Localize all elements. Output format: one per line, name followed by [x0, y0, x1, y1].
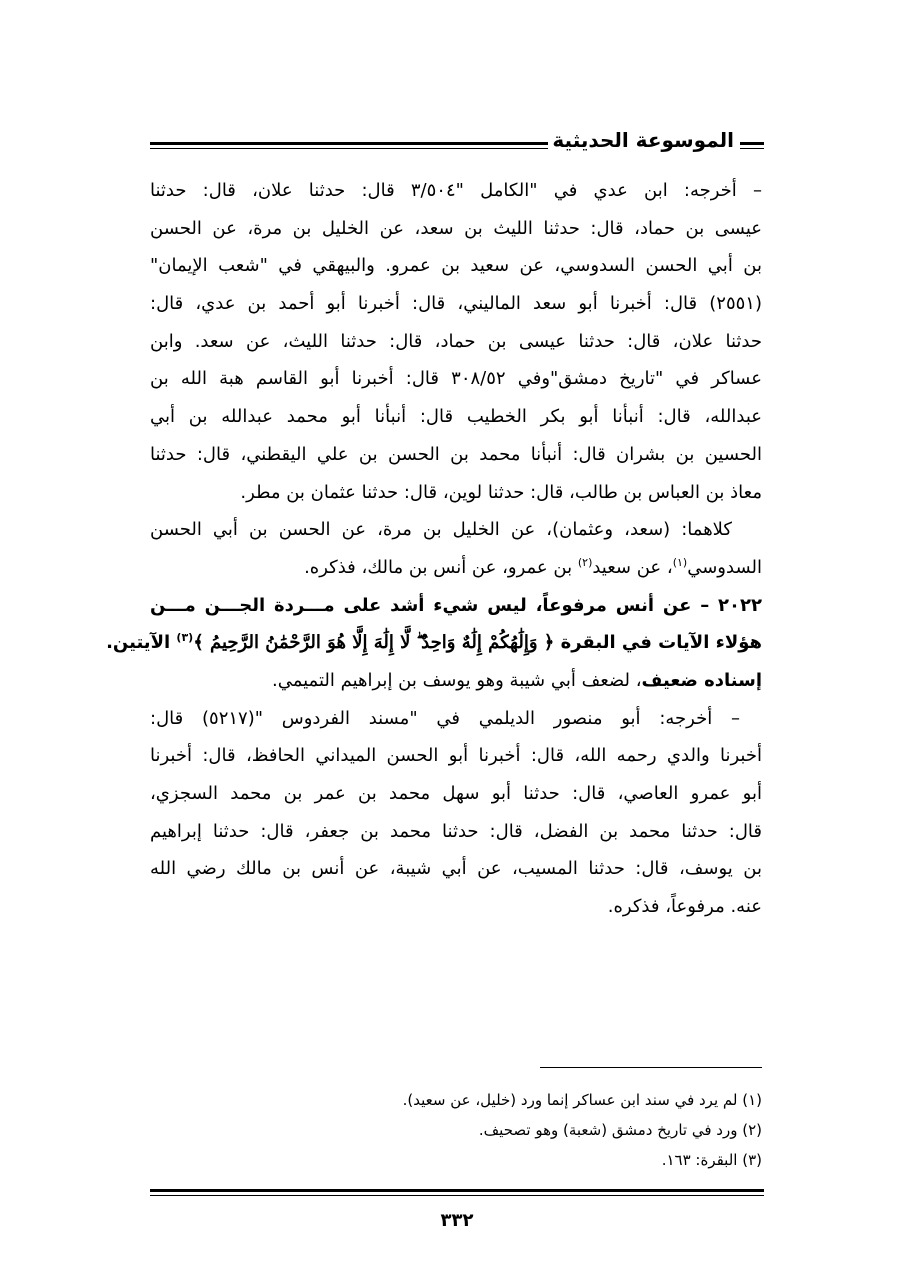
hadith-heading-line2 — [106, 624, 762, 662]
running-header — [150, 128, 764, 168]
footnote-ref-1[interactable]: (١) — [672, 555, 688, 569]
header-rule-bottom — [150, 148, 550, 149]
footnote-2: (٢) ورد في تاريخ دمشق (شعبة) وهو تصحيف. — [478, 1121, 762, 1139]
footnote-ref-3[interactable]: (٣) — [176, 631, 194, 645]
text-line: – أخرجه: أبو منصور الديلمي في "مسند الفردوس "(٥٢١٧) قال: — [150, 707, 740, 729]
header-title: الموسوعة الحديثية — [548, 128, 738, 152]
text-line: حدثنا علان، قال: حدثنا عيسى بن حماد، قال: حدثنا الليث، عن سعد. وابن — [150, 330, 762, 352]
text-fragment: السدوسي — [687, 556, 762, 578]
quran-verse: وَإِلَٰهُكُمْ إِلَٰهٌ وَاحِدٌ ۖ لَّا إِلَٰهَ إِلَّا هُوَ الرَّحْمَٰنُ الرَّحِيمُ — [203, 632, 544, 654]
text-line: عيسى بن حماد، قال: حدثنا الليث بن سعد، عن الخليل بن مرة، عن الحسن — [150, 217, 762, 239]
header-end-bar-bottom — [740, 148, 764, 149]
text-fragment: هؤلاء الآيات في البقرة ﴿ — [543, 632, 762, 654]
text-line: كلاهما: (سعد، وعثمان)، عن الخليل بن مرة، عن الحسن بن أبي الحسن — [150, 519, 732, 541]
bottom-rule-thick — [150, 1189, 764, 1192]
text-fragment: ، عن سعيد — [592, 556, 673, 578]
text-fragment: ، لضعف أبي شيبة وهو يوسف بن إبراهيم التميمي. — [271, 669, 642, 691]
text-line: أبو عمرو العاصي، قال: حدثنا أبو سهل محمد بن عمر بن محمد السجزي، — [150, 783, 762, 804]
text-fragment: الآيتين. — [106, 632, 177, 654]
text-line: معاذ بن العباس بن طالب، قال: حدثنا لوين، قال: حدثنا عثمان بن مطر. — [240, 481, 762, 503]
header-rule-top — [150, 142, 550, 145]
footnote-ref-2[interactable]: (٢) — [577, 555, 593, 569]
text-line: الحسين بن بشران قال: أنبأنا محمد بن الحسن بن علي اليقطني، قال: حدثنا — [150, 443, 762, 465]
footnote-3: (٣) البقرة: ١٦٣. — [661, 1151, 762, 1169]
isnad-line — [150, 662, 762, 700]
text-line: بن يوسف، قال: حدثنا المسيب، عن أبي شيبة، عن أنس بن مالك رضي الله — [150, 858, 762, 880]
text-line: (٢٥٥١) قال: أخبرنا أبو سعد الماليني، قال: أخبرنا أبو أحمد بن عدي، قال: — [150, 293, 762, 315]
bottom-rule-thin — [150, 1195, 764, 1196]
text-line: – أخرجه: ابن عدي في "الكامل "٣/٥٠٤ قال: حدثنا علان، قال: حدثنا — [150, 180, 762, 201]
text-line: أخبرنا والدي رحمه الله، قال: أخبرنا أبو الحسن الميداني الحافظ، قال: أخبرنا — [150, 745, 762, 767]
header-end-bar-top — [740, 142, 764, 145]
text-line-with-footnotes — [150, 549, 762, 587]
main-text — [106, 172, 762, 926]
footnote-separator — [540, 1067, 762, 1068]
text-fragment: بن عمرو، عن أنس بن مالك، فذكره. — [304, 556, 578, 578]
text-line: عبدالله، قال: أنبأنا أبو بكر الخطيب قال: أنبأنا أبو محمد عبدالله بن أبي — [150, 406, 762, 428]
footnotes — [150, 1085, 762, 1175]
text-fragment: ﴾ — [193, 632, 204, 654]
text-line: عساكر في "تاريخ دمشق"وفي ٣٠٨/٥٢ قال: أخبرنا أبو القاسم هبة الله بن — [150, 368, 762, 390]
text-line: عنه. مرفوعاً، فذكره. — [607, 896, 762, 918]
page-number: ٣٣٢ — [440, 1210, 474, 1231]
hadith-heading: ٢٠٢٢ – عن أنس مرفوعاً، ليس شيء أشد على مـــردة الجـــن مـــن — [150, 594, 762, 616]
footnote-1: (١) لم يرد في سند ابن عساكر إنما ورد (خليل، عن سعيد). — [402, 1091, 762, 1109]
text-line: بن أبي الحسن السدوسي، عن سعيد بن عمرو. والبيهقي في "شعب الإيمان" — [150, 255, 762, 277]
isnad-grade: إسناده ضعيف — [641, 669, 762, 691]
text-line: قال: حدثنا محمد بن الفضل، قال: حدثنا محمد بن جعفر، قال: حدثنا إبراهيم — [150, 820, 762, 842]
